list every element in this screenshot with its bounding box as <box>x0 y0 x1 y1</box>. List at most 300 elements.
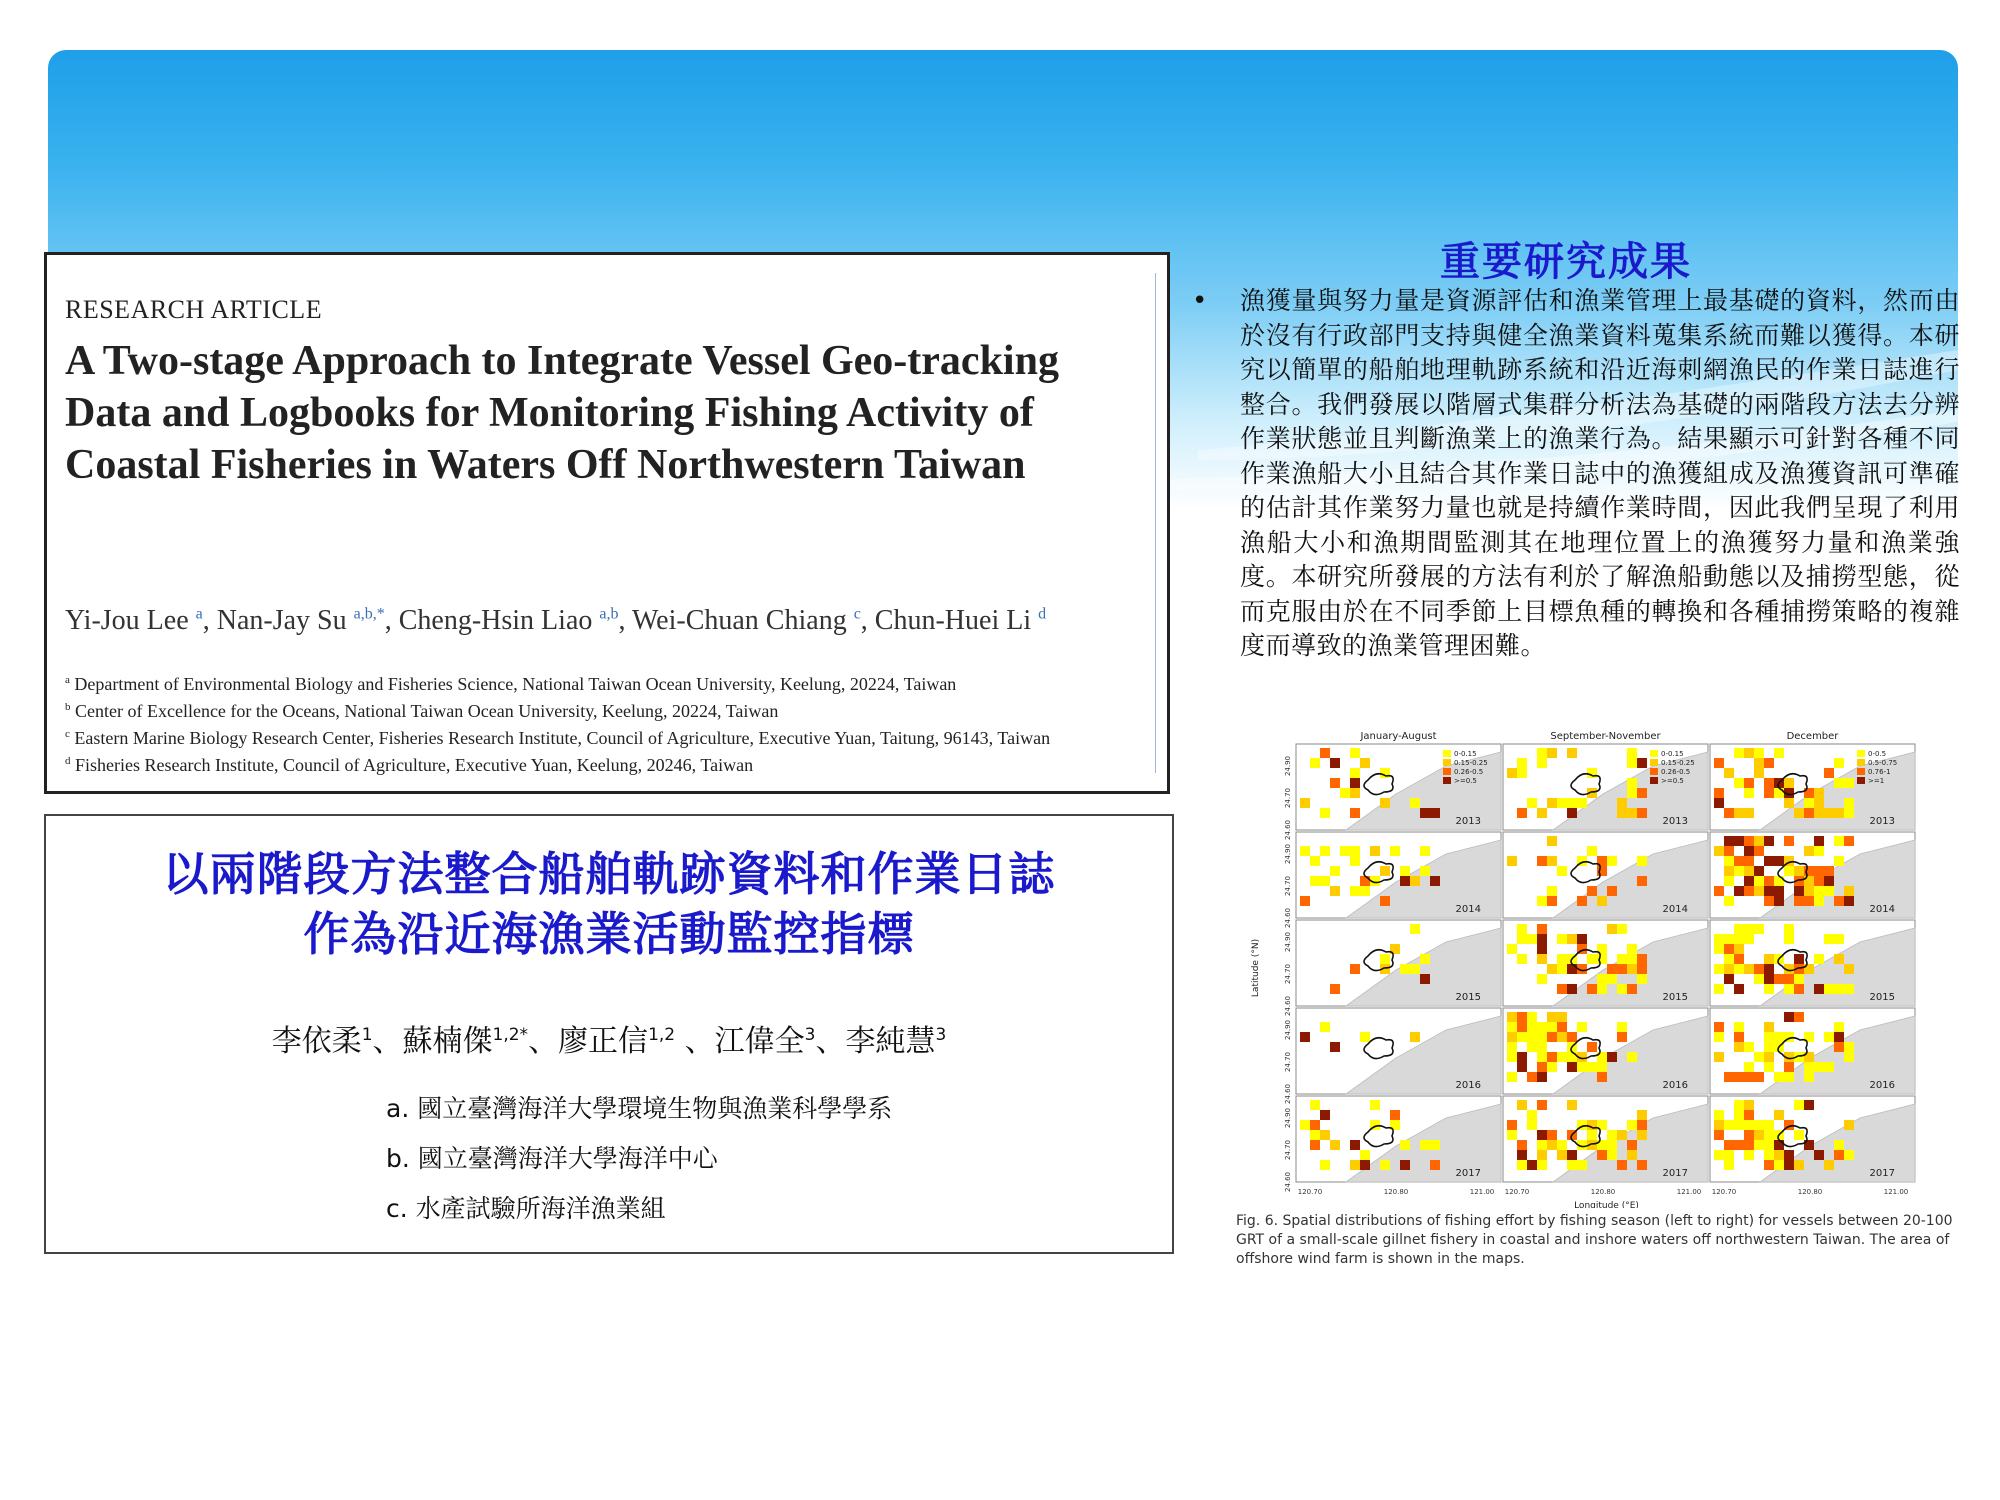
effort-cell <box>1744 748 1754 758</box>
effort-cell <box>1527 1160 1537 1170</box>
x-tick-label: 121.00 <box>1883 1188 1909 1196</box>
effort-cell <box>1320 808 1330 818</box>
y-tick-label: 24.70 <box>1284 1052 1292 1073</box>
effort-cell <box>1507 1072 1517 1082</box>
fishing-effort-map-figure <box>1236 728 1956 1208</box>
effort-cell <box>1714 1032 1724 1042</box>
effort-cell <box>1734 944 1744 954</box>
effort-cell <box>1517 1022 1527 1032</box>
legend-swatch <box>1857 777 1865 784</box>
effort-cell <box>1577 896 1587 906</box>
effort-cell <box>1824 1062 1834 1072</box>
effort-cell <box>1320 1110 1330 1120</box>
effort-cell <box>1547 1062 1557 1072</box>
effort-cell <box>1734 1140 1744 1150</box>
y-tick-label: 24.70 <box>1284 876 1292 897</box>
effort-cell <box>1734 1110 1744 1120</box>
effort-cell <box>1400 1160 1410 1170</box>
effort-cell <box>1794 808 1804 818</box>
effort-cell <box>1587 1042 1597 1052</box>
effort-cell <box>1617 924 1627 934</box>
effort-cell <box>1507 1012 1517 1022</box>
year-label: 2014 <box>1455 904 1481 915</box>
effort-cell <box>1300 1032 1310 1042</box>
y-tick-label: 24.90 <box>1284 1020 1292 1041</box>
effort-cell <box>1824 934 1834 944</box>
effort-cell <box>1794 1100 1804 1110</box>
chinese-title <box>46 844 1172 964</box>
effort-cell <box>1714 984 1724 994</box>
author-name: 李純慧 <box>845 1024 936 1059</box>
effort-cell <box>1597 1062 1607 1072</box>
author-sup: 1,2 <box>648 1025 676 1045</box>
effort-cell <box>1724 768 1734 778</box>
legend-swatch <box>1443 750 1451 757</box>
effort-cell <box>1430 1140 1440 1150</box>
effort-cell <box>1350 1140 1360 1150</box>
effort-cell <box>1714 788 1724 798</box>
effort-cell <box>1724 954 1734 964</box>
effort-cell <box>1824 808 1834 818</box>
legend-label: 0.26-0.5 <box>1454 768 1484 776</box>
effort-cell <box>1814 1062 1824 1072</box>
effort-cell <box>1547 856 1557 866</box>
effort-cell <box>1567 808 1577 818</box>
effort-cell <box>1420 974 1430 984</box>
effort-cell <box>1400 876 1410 886</box>
legend-label: 0.26-0.5 <box>1661 768 1691 776</box>
effort-cell <box>1517 1100 1527 1110</box>
effort-cell <box>1400 1140 1410 1150</box>
effort-cell <box>1734 856 1744 866</box>
effort-cell <box>1774 1110 1784 1120</box>
effort-cell <box>1834 778 1844 788</box>
effort-cell <box>1350 778 1360 788</box>
effort-cell <box>1814 788 1824 798</box>
effort-cell <box>1754 768 1764 778</box>
effort-cell <box>1587 846 1597 856</box>
effort-cell <box>1567 1150 1577 1160</box>
effort-cell <box>1724 876 1734 886</box>
x-tick-label: 120.70 <box>1711 1188 1737 1196</box>
effort-cell <box>1587 954 1597 964</box>
effort-cell <box>1714 1052 1724 1062</box>
effort-cell <box>1794 984 1804 994</box>
effort-cell <box>1320 748 1330 758</box>
effort-cell <box>1714 964 1724 974</box>
effort-cell <box>1617 964 1627 974</box>
effort-cell <box>1844 984 1854 994</box>
effort-cell <box>1744 1140 1754 1150</box>
effort-cell <box>1744 808 1754 818</box>
effort-cell <box>1410 876 1420 886</box>
x-axis-label: Longitude (°E) <box>1574 1201 1639 1208</box>
effort-cell <box>1537 808 1547 818</box>
effort-cell <box>1547 1022 1557 1032</box>
effort-cell <box>1380 896 1390 906</box>
effort-cell <box>1844 798 1854 808</box>
effort-cell <box>1430 876 1440 886</box>
effort-cell <box>1764 984 1774 994</box>
year-label: 2016 <box>1869 1080 1895 1091</box>
effort-cell <box>1734 1022 1744 1032</box>
y-tick-label: 24.60 <box>1284 996 1292 1017</box>
effort-cell <box>1537 1062 1547 1072</box>
effort-cell <box>1824 886 1834 896</box>
legend-label: >=1 <box>1868 777 1885 785</box>
effort-cell <box>1764 1120 1774 1130</box>
effort-cell <box>1537 748 1547 758</box>
legend-swatch <box>1857 759 1865 766</box>
year-label: 2017 <box>1455 1168 1481 1179</box>
effort-cell <box>1834 1032 1844 1042</box>
effort-cell <box>1714 1150 1724 1160</box>
author-sup: d <box>1038 605 1047 623</box>
effort-cell <box>1627 788 1637 798</box>
effort-cell <box>1410 1032 1420 1042</box>
effort-cell <box>1744 934 1754 944</box>
effort-cell <box>1724 856 1734 866</box>
effort-cell <box>1754 886 1764 896</box>
article-header-inner <box>55 273 1156 773</box>
effort-cell <box>1360 758 1370 768</box>
year-label: 2016 <box>1662 1080 1688 1091</box>
effort-cell <box>1764 954 1774 964</box>
effort-cell <box>1597 1150 1607 1160</box>
effort-cell <box>1537 1100 1547 1110</box>
effort-cell <box>1607 856 1617 866</box>
column-title: September-November <box>1550 731 1661 742</box>
effort-cell <box>1627 984 1637 994</box>
y-axis-label: Latitude (°N) <box>1251 938 1261 998</box>
effort-cell <box>1764 836 1774 846</box>
affiliation-text: Eastern Marine Biology Research Center, Fisheries Research Institute, Council of Agriculture, Executive Yuan, Taitung, 96143, Taiwan <box>74 728 1051 748</box>
effort-cell <box>1587 768 1597 778</box>
effort-cell <box>1517 1150 1527 1160</box>
effort-cell <box>1774 974 1784 984</box>
effort-cell <box>1754 748 1764 758</box>
effort-cell <box>1527 1072 1537 1082</box>
effort-cell <box>1724 964 1734 974</box>
effort-cell <box>1537 856 1547 866</box>
effort-cell <box>1714 1130 1724 1140</box>
effort-cell <box>1714 846 1724 856</box>
author-sup: 3 <box>935 1025 947 1045</box>
effort-cell <box>1784 1012 1794 1022</box>
effort-cell <box>1794 954 1804 964</box>
effort-cell <box>1567 1100 1577 1110</box>
effort-cell <box>1507 1022 1517 1032</box>
author-sup: 1 <box>361 1025 373 1045</box>
effort-cell <box>1547 798 1557 808</box>
effort-cell <box>1714 1110 1724 1120</box>
effort-cell <box>1724 1072 1734 1082</box>
effort-cell <box>1370 846 1380 856</box>
effort-cell <box>1617 1160 1627 1170</box>
author-name: Wei-Chuan Chiang <box>631 605 847 636</box>
effort-cell <box>1390 846 1400 856</box>
effort-cell <box>1627 1120 1637 1130</box>
year-label: 2014 <box>1662 904 1688 915</box>
effort-cell <box>1844 1042 1854 1052</box>
effort-cell <box>1587 1062 1597 1072</box>
effort-cell <box>1567 984 1577 994</box>
effort-cell <box>1834 758 1844 768</box>
effort-cell <box>1754 1140 1764 1150</box>
effort-cell <box>1734 934 1744 944</box>
effort-cell <box>1340 846 1350 856</box>
legend-label: 0.5-0.75 <box>1868 759 1898 767</box>
chinese-title-line: 作為沿近海漁業活動監控指標 <box>303 907 915 961</box>
effort-cell <box>1844 808 1854 818</box>
author-sup: 1,2* <box>492 1025 529 1045</box>
effort-cell <box>1844 964 1854 974</box>
x-tick-label: 120.70 <box>1297 1188 1323 1196</box>
effort-cell <box>1784 1072 1794 1082</box>
effort-cell <box>1814 846 1824 856</box>
effort-cell <box>1587 984 1597 994</box>
effort-cell <box>1380 954 1390 964</box>
effort-cell <box>1754 866 1764 876</box>
effort-cell <box>1577 1160 1587 1170</box>
effort-cell <box>1517 1012 1527 1022</box>
effort-cell <box>1567 1160 1577 1170</box>
effort-cell <box>1547 964 1557 974</box>
effort-cell <box>1744 846 1754 856</box>
effort-cell <box>1577 1022 1587 1032</box>
effort-cell <box>1360 1032 1370 1042</box>
effort-cell <box>1724 1120 1734 1130</box>
effort-cell <box>1517 808 1527 818</box>
effort-cell <box>1794 1130 1804 1140</box>
affiliation-line <box>65 723 1165 750</box>
effort-cell <box>1627 808 1637 818</box>
effort-cell <box>1834 1140 1844 1150</box>
effort-cell <box>1637 1120 1647 1130</box>
effort-cell <box>1734 808 1744 818</box>
effort-cell <box>1724 846 1734 856</box>
legend-label: 0.76-1 <box>1868 768 1891 776</box>
affiliation-text: Center of Excellence for the Oceans, National Taiwan Ocean University, Keelung, 20224, Taiwan <box>75 701 779 721</box>
effort-cell <box>1617 1022 1627 1032</box>
effort-cell <box>1744 876 1754 886</box>
results-title: 重要研究成果 <box>1440 239 1692 285</box>
figure-panel <box>1236 728 1956 1208</box>
effort-cell <box>1804 808 1814 818</box>
effort-cell <box>1814 808 1824 818</box>
effort-cell <box>1764 1052 1774 1062</box>
effort-cell <box>1537 934 1547 944</box>
effort-cell <box>1764 974 1774 984</box>
x-tick-label: 121.00 <box>1676 1188 1702 1196</box>
effort-cell <box>1844 836 1854 846</box>
effort-cell <box>1350 856 1360 866</box>
year-label: 2013 <box>1455 816 1481 827</box>
effort-cell <box>1744 856 1754 866</box>
author-sup: c <box>853 605 861 623</box>
effort-cell <box>1844 1120 1854 1130</box>
effort-cell <box>1567 1062 1577 1072</box>
effort-cell <box>1734 964 1744 974</box>
effort-cell <box>1764 1042 1774 1052</box>
effort-cell <box>1350 768 1360 778</box>
effort-cell <box>1804 896 1814 906</box>
legend-swatch <box>1650 759 1658 766</box>
effort-cell <box>1744 1130 1754 1140</box>
effort-cell <box>1537 1072 1547 1082</box>
effort-cell <box>1764 778 1774 788</box>
effort-cell <box>1607 974 1617 984</box>
effort-cell <box>1300 896 1310 906</box>
chinese-title-panel <box>44 814 1174 1254</box>
effort-cell <box>1597 866 1607 876</box>
effort-cell <box>1714 1120 1724 1130</box>
effort-cell <box>1557 1032 1567 1042</box>
effort-cell <box>1577 798 1587 808</box>
effort-cell <box>1844 1052 1854 1062</box>
column-title: January-August <box>1360 731 1437 742</box>
effort-cell <box>1784 1160 1794 1170</box>
author-name: Cheng-Hsin Liao <box>398 605 593 636</box>
effort-cell <box>1420 866 1430 876</box>
effort-cell <box>1517 1032 1527 1042</box>
effort-cell <box>1567 748 1577 758</box>
effort-cell <box>1310 1100 1320 1110</box>
effort-cell <box>1330 758 1340 768</box>
author-sup: a,b <box>599 605 619 623</box>
y-tick-label: 24.60 <box>1284 1084 1292 1105</box>
effort-cell <box>1527 1110 1537 1120</box>
effort-cell <box>1764 876 1774 886</box>
effort-cell <box>1350 788 1360 798</box>
effort-cell <box>1724 1140 1734 1150</box>
figure-caption: Fig. 6. Spatial distributions of fishing effort by fishing season (left to right) for vessels between 20-100 GRT of a small-scale gillnet fishery in coastal and inshore waters off northwestern Taiwan. The area of offshore wind farm is shown in the maps. <box>1236 1213 1953 1267</box>
effort-cell <box>1300 846 1310 856</box>
legend-swatch <box>1443 768 1451 775</box>
effort-cell <box>1744 866 1754 876</box>
effort-cell <box>1300 1120 1310 1130</box>
effort-cell <box>1370 1100 1380 1110</box>
effort-cell <box>1714 798 1724 808</box>
effort-cell <box>1764 1062 1774 1072</box>
legend-swatch <box>1857 768 1865 775</box>
effort-cell <box>1547 1052 1557 1062</box>
legend-label: 0-0.5 <box>1868 750 1887 758</box>
effort-cell <box>1794 866 1804 876</box>
legend-label: 0.15-0.25 <box>1454 759 1488 767</box>
effort-cell <box>1380 1160 1390 1170</box>
effort-cell <box>1557 984 1567 994</box>
author-sup: a <box>195 605 203 623</box>
effort-cell <box>1627 944 1637 954</box>
effort-cell <box>1420 808 1430 818</box>
effort-cell <box>1724 836 1734 846</box>
effort-cell <box>1734 866 1744 876</box>
effort-cell <box>1804 866 1814 876</box>
effort-cell <box>1537 1052 1547 1062</box>
effort-cell <box>1784 974 1794 984</box>
legend-swatch <box>1443 759 1451 766</box>
effort-cell <box>1844 778 1854 788</box>
effort-cell <box>1527 1022 1537 1032</box>
effort-cell <box>1744 1100 1754 1110</box>
effort-cell <box>1537 1130 1547 1140</box>
effort-cell <box>1420 846 1430 856</box>
year-label: 2017 <box>1662 1168 1688 1179</box>
effort-cell <box>1794 974 1804 984</box>
effort-cell <box>1824 1160 1834 1170</box>
effort-cell <box>1350 1160 1360 1170</box>
effort-cell <box>1517 1140 1527 1150</box>
effort-cell <box>1517 768 1527 778</box>
legend-swatch <box>1857 750 1865 757</box>
effort-cell <box>1607 1052 1617 1062</box>
effort-cell <box>1734 954 1744 964</box>
effort-cell <box>1804 846 1814 856</box>
effort-cell <box>1784 1062 1794 1072</box>
legend-label: 0-0.15 <box>1661 750 1684 758</box>
effort-cell <box>1744 1062 1754 1072</box>
author-name: Chun-Huei Li <box>874 605 1032 636</box>
effort-cell <box>1310 856 1320 866</box>
y-tick-label: 24.70 <box>1284 788 1292 809</box>
effort-cell <box>1754 1130 1764 1140</box>
effort-cell <box>1754 964 1764 974</box>
effort-cell <box>1814 798 1824 808</box>
effort-cell <box>1410 798 1420 808</box>
legend-label: 0-0.15 <box>1454 750 1477 758</box>
effort-cell <box>1547 1130 1557 1140</box>
effort-cell <box>1764 1160 1774 1170</box>
effort-cell <box>1350 846 1360 856</box>
effort-cell <box>1794 1160 1804 1170</box>
effort-cell <box>1754 758 1764 768</box>
effort-cell <box>1390 1110 1400 1120</box>
effort-cell <box>1557 934 1567 944</box>
effort-cell <box>1834 1022 1844 1032</box>
effort-cell <box>1527 1032 1537 1042</box>
bullet-marker: • <box>1192 286 1208 316</box>
effort-cell <box>1744 964 1754 974</box>
effort-cell <box>1507 944 1517 954</box>
y-tick-label: 24.60 <box>1284 908 1292 929</box>
legend-label: 0.15-0.25 <box>1661 759 1695 767</box>
effort-cell <box>1430 1160 1440 1170</box>
effort-cell <box>1597 984 1607 994</box>
effort-cell <box>1637 876 1647 886</box>
effort-cell <box>1330 886 1340 896</box>
effort-cell <box>1400 964 1410 974</box>
column-title: December <box>1786 731 1839 742</box>
effort-cell <box>1637 808 1647 818</box>
effort-cell <box>1744 924 1754 934</box>
author-name: 廖正信 <box>558 1024 649 1059</box>
effort-cell <box>1637 758 1647 768</box>
effort-cell <box>1814 866 1824 876</box>
author-sup: 3 <box>804 1025 816 1045</box>
effort-cell <box>1587 1120 1597 1130</box>
effort-cell <box>1834 856 1844 866</box>
year-label: 2013 <box>1869 816 1895 827</box>
legend-swatch <box>1443 777 1451 784</box>
effort-cell <box>1734 1032 1744 1042</box>
effort-cell <box>1557 1022 1567 1032</box>
effort-cell <box>1774 896 1784 906</box>
effort-cell <box>1597 1072 1607 1082</box>
effort-cell <box>1507 1130 1517 1140</box>
affiliation-line <box>65 669 1165 696</box>
effort-cell <box>1527 1012 1537 1022</box>
